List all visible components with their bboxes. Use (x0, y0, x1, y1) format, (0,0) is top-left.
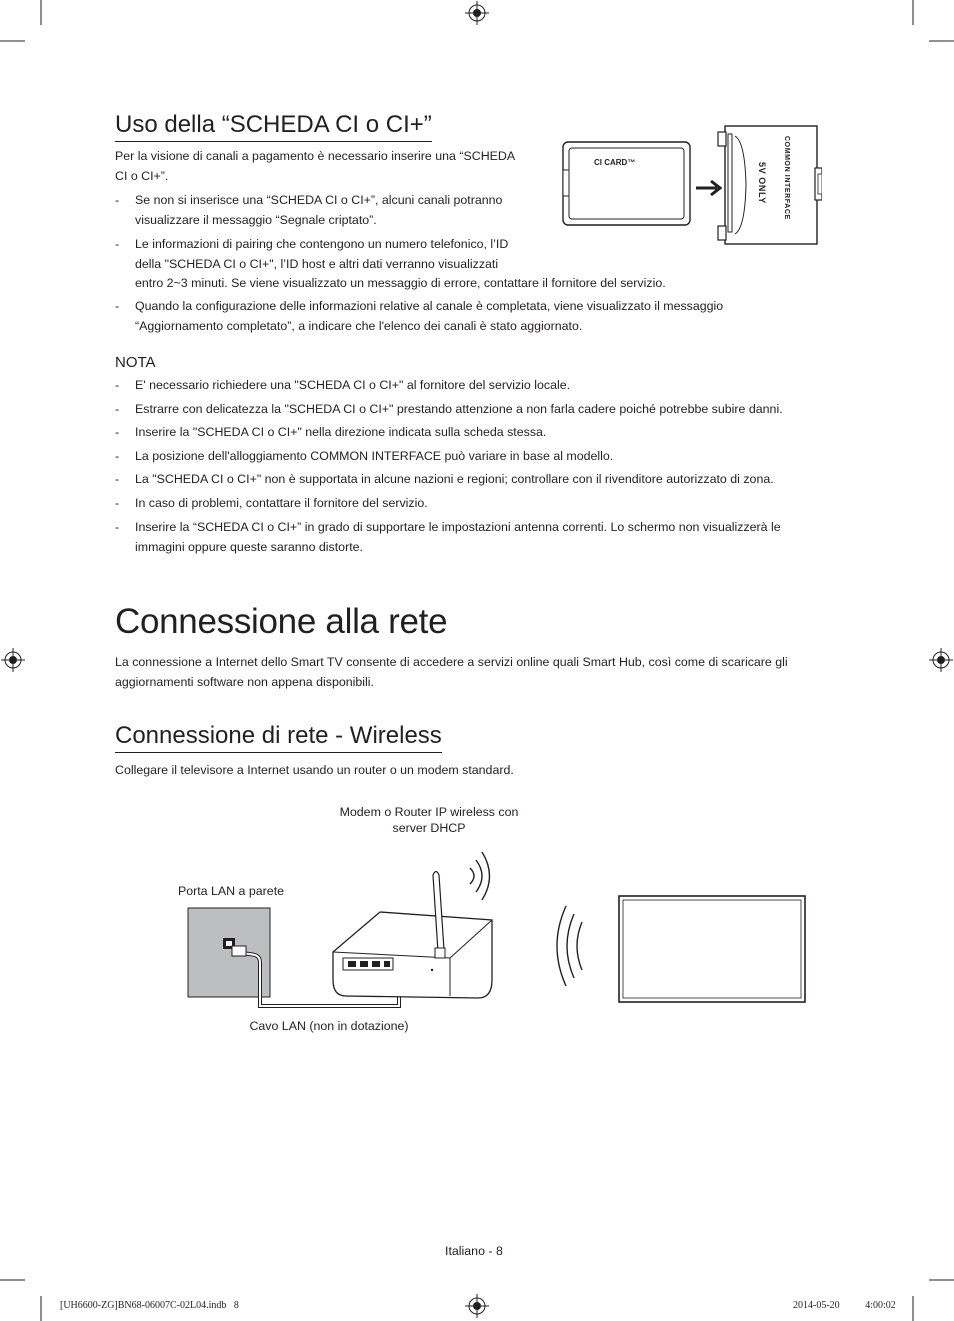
network-intro: La connessione a Internet dello Smart TV consente di accedere a servizi online quali Smart Hub, così come di scaricare gli aggiornamenti software non appena disponibili. (115, 655, 788, 689)
date-info: 2014-05-20 ￿￿ 4:00:02 (793, 1300, 896, 1311)
common-interface-slot-icon (718, 126, 822, 244)
list-item: Le informazioni di pairing che contengono un numero telefonico, l’ID della "SCHEDA CI o CI+", l’ID host e altri dati verranno visualizzati entro 2~3 minuti. Se viene visualizzato un messaggio di errore, contattare il fornitore del servizio. (135, 237, 666, 290)
ci-section-title: Uso della “SCHEDA CI o CI+” (115, 111, 432, 142)
slot-label: COMMON INTERFACE (783, 136, 790, 220)
list-item: In caso di problemi, contattare il fornitore del servizio. (135, 495, 428, 510)
arrow-right-icon (696, 181, 720, 195)
ci-bullet-list: - Se non si inserisce una “SCHEDA CI o CI+”, alcuni canali potranno visualizzare il messaggio “Segnale criptato”. - Le informazioni di pairing che contengono un numero telefonico, l’ID della "SCHEDA CI o CI+", l’ID host e altri dati verranno visualizzati entro 2~3 minuti. Se viene visualizzato un messaggio di errore, contattare il fornitore del servizio. - Quando la configurazione delle informazioni relative al canale è completata, viene visualizzato il messaggio “Aggiornamento completato”, a indicare che l'elenco dei canali è stato aggiornato. (115, 191, 835, 341)
list-item: La posizione dell'alloggiamento COMMON INTERFACE può variare in base al modello. (135, 448, 614, 463)
ci-card-illustration (560, 122, 822, 248)
tv-icon (619, 896, 805, 1002)
wireless-intro: Collegare il televisore a Internet usando un router o un modem standard. (115, 763, 514, 777)
ci-intro-line: CI o CI+”. (115, 168, 169, 183)
wireless-section-title: Connessione di rete - Wireless (115, 722, 442, 753)
list-item: Se non si inserisce una “SCHEDA CI o CI+”, alcuni canali potranno visualizzare il messaggio “Segnale criptato”. (135, 193, 503, 227)
wifi-signal-icon (557, 906, 582, 986)
ci-intro (115, 147, 545, 186)
wall-port-label: Porta LAN a parete (177, 884, 285, 898)
ci-card-icon (563, 142, 690, 225)
router-label: Modem o Router IP wireless con server DHCP (339, 805, 519, 835)
list-item: Quando la configurazione delle informazioni relative al canale è completata, viene visualizzato il messaggio “Aggiornamento completato”, a indicare che l'elenco dei canali è stato aggiornato. (135, 299, 724, 333)
ci-intro-line: Per la visione di canali a pagamento è necessario inserire una “SCHEDA (115, 149, 516, 163)
wireless-network-diagram (180, 840, 820, 1020)
list-item: Estrarre con delicatezza la "SCHEDA CI o CI+" prestando attenzione a non farla cadere poiché potrebbe subire danni. (135, 401, 783, 416)
list-item: Inserire la “SCHEDA CI o CI+” in grado di supportare le impostazioni antenna correnti. Lo schermo non visualizzerà le immagini oppure queste saranno distorte. (135, 520, 781, 554)
list-item: Inserire la "SCHEDA CI o CI+" nella direzione indicata sulla scheda stessa. (135, 425, 547, 439)
file-info: [UH6600-ZG]BN68-06007C-02L04.indb 8 (60, 1300, 239, 1311)
router-icon (333, 872, 492, 999)
wall-lan-port-icon (188, 908, 270, 997)
list-item: La "SCHEDA CI o CI+" non è supportata in alcune nazioni e regioni; controllare con il rivenditore autorizzato di zona. (135, 472, 774, 486)
list-item: E' necessario richiedere una "SCHEDA CI o CI+" al fornitore del servizio locale. (135, 378, 571, 392)
network-section-title: Connessione alla rete (115, 602, 448, 641)
ci-card-label: CI CARD™ (594, 158, 636, 167)
cable-label: Cavo LAN (non in dotazione) (249, 1019, 409, 1033)
wifi-signal-icon (470, 852, 490, 900)
nota-heading: NOTA (115, 354, 156, 371)
nota-bullet-list: - E' necessario richiedere una "SCHEDA CI o CI+" al fornitore del servizio locale. - Estrarre con delicatezza la "SCHEDA CI o CI+" prestando attenzione a non farla cadere poiché potrebbe subire danni. - Inserire la "SCHEDA CI o CI+" nella direzione indicata sulla scheda stessa. - La posizione dell'alloggiamento COMMON INTERFACE può variare in base al modello. - La "SCHEDA CI o CI+" non è supportata in alcune nazioni e regioni; controllare con il rivenditore autorizzato di zona. - In caso di problemi, contattare il fornitore del servizio. - Inserire la “SCHEDA CI o CI+” in grado di supportare le impostazioni antenna correnti. Lo schermo non visualizzerà le immagini oppure queste saranno distorte. (115, 376, 835, 566)
page-number: Italiano - 8 (445, 1244, 503, 1258)
voltage-label: 5V ONLY (757, 162, 767, 204)
